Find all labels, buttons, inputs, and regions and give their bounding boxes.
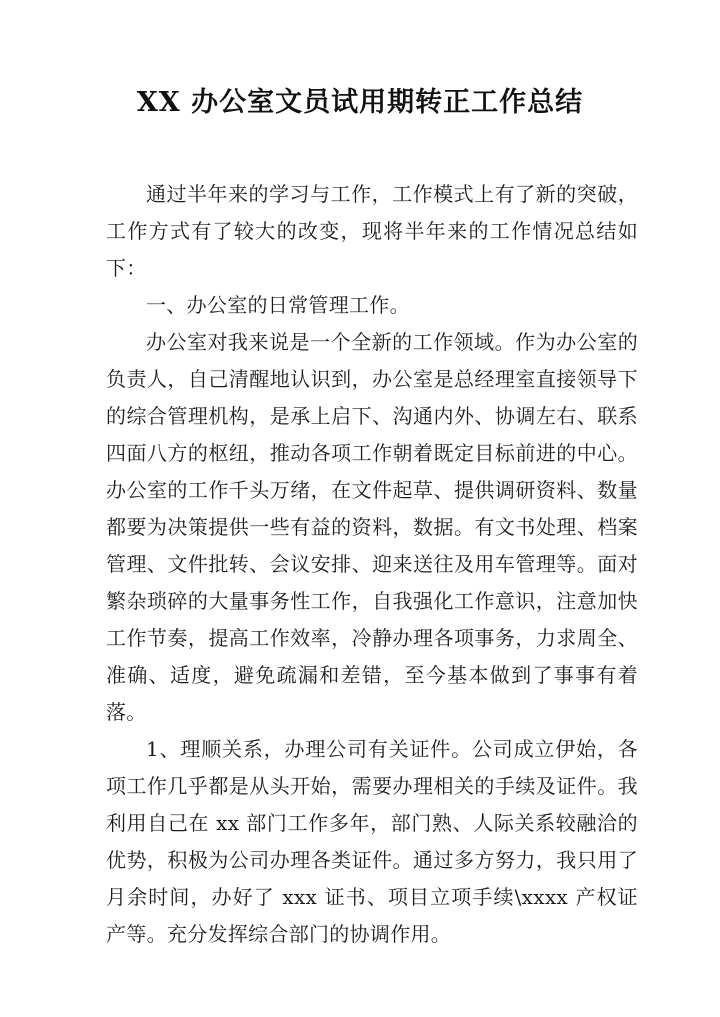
paragraph: 通过半年来的学习与工作，工作模式上有了新的突破，工作方式有了较大的改变，现将半年来的工作情况总结如下： (106, 182, 638, 280)
document-title: XX 办公室文员试用期转正工作总结 (136, 87, 584, 118)
document-body (106, 176, 638, 953)
paragraph: 1、理顺关系，办理公司有关证件。公司成立伊始，各项工作几乎都是从头开始，需要办理相关的手续及证件。我利用自己在 xx 部门工作多年，部门熟、人际关系较融洽的优势，积极为公司办理各类证件。通过多方努力，我只用了月余时间，办好了 xxx 证书、项目立项手续\xxxx 产权证产等。充分发挥综合部门的协调作用。 (106, 737, 638, 946)
paragraph: 办公室对我来说是一个全新的工作领域。作为办公室的负责人，自己清醒地认识到，办公室是总经理室直接领导下的综合管理机构，是承上启下、沟通内外、协调左右、联系四面八方的枢纽，推动各项工作朝着既定目标前进的中心。办公室的工作千头万绪，在文件起草、提供调研资料、数量都要为决策提供一些有益的资料，数据。有文书处理、档案管理、文件批转、会议安排、迎来送往及用车管理等。面对繁杂琐碎的大量事务性工作，自我强化工作意识，注意加快工作节奏，提高工作效率，冷静办理各项事务，力求周全、准确、适度，避免疏漏和差错，至今基本做到了事事有着落。 (106, 330, 638, 724)
paragraph: 一、办公室的日常管理工作。 (146, 293, 410, 317)
